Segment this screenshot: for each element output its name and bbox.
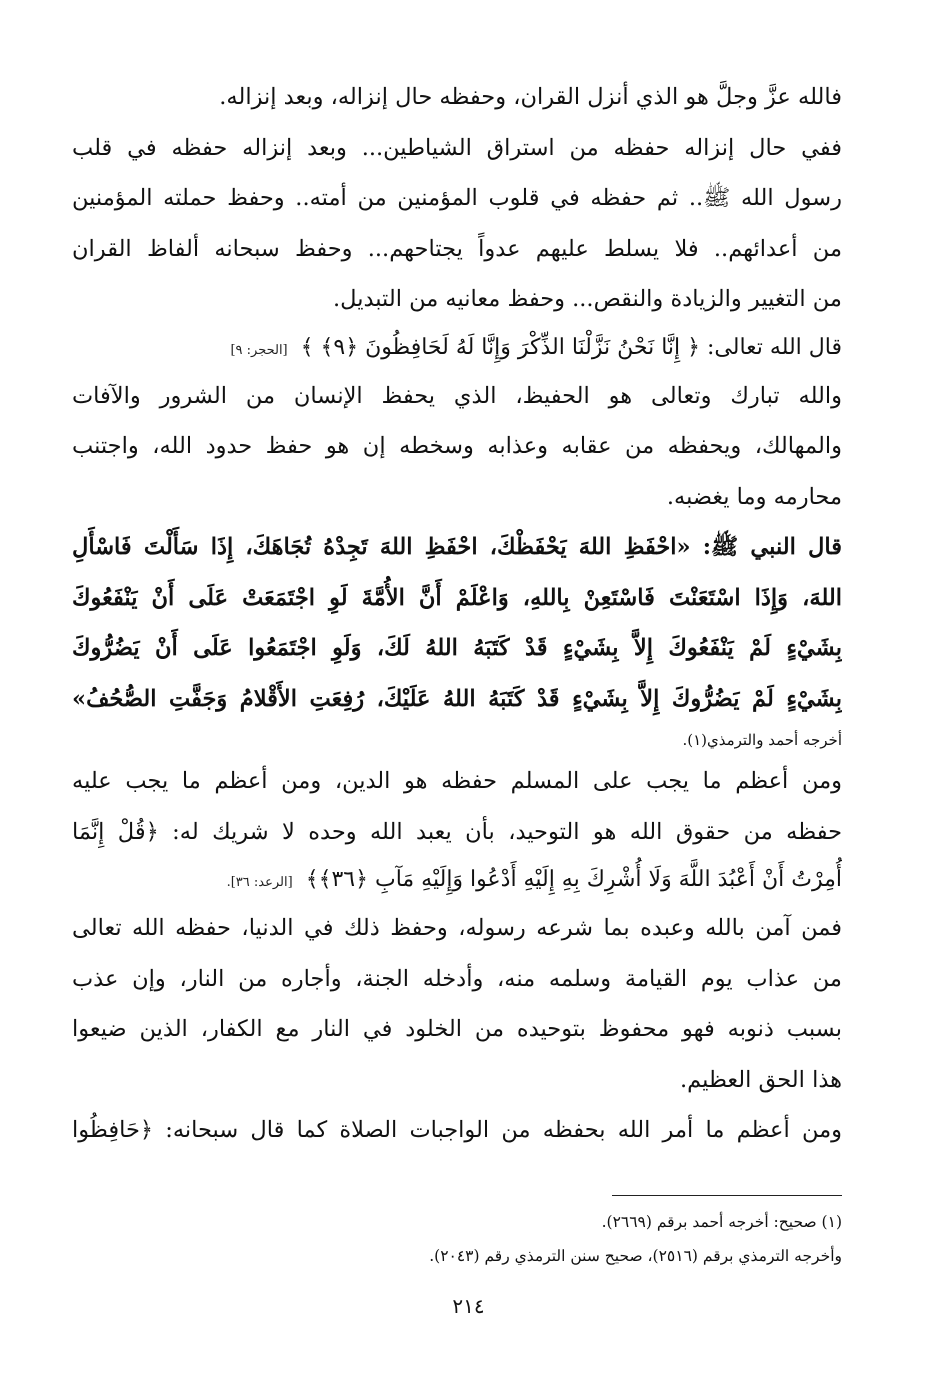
page-body (72, 72, 842, 1156)
paragraph-line: بسبب ذنوبه فهو محفوظ بتوحيده من الخلود في النار مع الكفار، الذين ضيعوا (72, 1016, 842, 1042)
verse-text: قال الله تعالى: ﴿ إِنَّا نَحْنُ نَزَّلْنَا الذِّكْرَ وَإِنَّا لَهُ لَحَافِظُونَ ﴿٩﴾ ﴾ (300, 334, 842, 360)
paragraph-line: فالله عزَّ وجلَّ هو الذي أنزل القران، وحفظه حال إنزاله، وبعد إنزاله. (219, 84, 842, 110)
paragraph-line: ومن أعظم ما أمر الله بحفظه من الواجبات الصلاة كما قال سبحانه: ﴿حَافِظُوا (72, 1117, 842, 1143)
verse-text: أُمِرْتُ أَنْ أَعْبُدَ اللَّهَ وَلَا أُشْرِكَ بِهِ إِلَيْهِ أَدْعُوا وَإِلَيْهِ مَآبِ ﴿٣٦﴾﴾ (305, 867, 842, 892)
hadith-line: بِشَيْءٍ لَمْ يَنْفَعُوكَ إِلاَّ بِشَيْءٍ قَدْ كَتَبَهُ اللهُ لَكَ، وَلَوِ اجْتَمَعُوا عَلَى أَنْ يَضُرُّوكَ (72, 635, 842, 661)
hadith-line: اللهَ، وَإِذَا اسْتَعَنْتَ فَاسْتَعِنْ بِاللهِ، وَاعْلَمْ أَنَّ الأُمَّةَ لَوِ اجْتَمَعَتْ عَلَى أَنْ يَنْفَعُوكَ (72, 584, 842, 611)
footnotes (72, 1205, 842, 1273)
quran-verse (72, 325, 842, 371)
paragraph-line: ففي حال إنزاله حفظه من استراق الشياطين... وبعد إنزاله حفظه في قلب (72, 134, 842, 161)
paragraph-line: فمن آمن بالله وعبده بما شرعه رسوله، وحفظ ذلك في الدنيا، حفظه الله تعالى (72, 915, 842, 941)
paragraph-line: من عذاب يوم القيامة وسلمه منه، وأدخله الجنة، وأجاره من النار، وإن عذب (72, 965, 842, 992)
verse-citation: [الحجر: ٩] (230, 342, 288, 358)
paragraph-line: والمهالك، ويحفظه من عقابه وعذابه وسخطه إن هو حفظ حدود الله، واجتنب (72, 433, 842, 459)
footnote: (١) صحيح: أخرجه أحمد برقم (٢٦٦٩). (601, 1213, 842, 1231)
hadith-line: قال النبي ﷺ: «احْفَظِ اللهَ يَحْفَظْكَ، احْفَظِ اللهَ تَجِدْهُ تُجَاهَكَ، إِذَا سَأَلْتَ فَاسْأَلِ (72, 534, 842, 560)
hadith-source: أخرجه أحمد والترمذي(١). (682, 731, 842, 749)
verse-citation: [الرعد: ٣٦]. (226, 875, 293, 890)
quran-verse (72, 857, 842, 903)
paragraph-line: ومن أعظم ما يجب على المسلم حفظه هو الدين، ومن أعظم ما يجب عليه (72, 768, 842, 794)
paragraph-line: من أعدائهم.. فلا يسلط عليهم عدواً يجتاحهم... وحفظ سبحانه ألفاظ القران (72, 235, 842, 262)
paragraph-line: حفظه من حقوق الله هو التوحيد، بأن يعبد الله وحده لا شريك له: ﴿قُلْ إِنَّمَا (72, 818, 842, 845)
paragraph-line: محارمه وما يغضبه. (666, 483, 842, 510)
footnote: وأخرجه الترمذي برقم (٢٥١٦)، صحيح سنن الترمذي رقم (٢٠٤٣). (429, 1247, 842, 1265)
paragraph-line: والله تبارك وتعالى هو الحفيظ، الذي يحفظ الإنسان من الشرور والآفات (72, 382, 842, 409)
page-number: ٢١٤ (452, 1294, 485, 1318)
paragraph-line: من التغيير والزيادة والنقص... وحفظ معانيه من التبديل. (333, 286, 842, 312)
hadith-line: بِشَيْءٍ لَمْ يَضُرُّوكَ إِلاَّ بِشَيْءٍ قَدْ كَتَبَهُ اللهُ عَلَيْكَ، رُفِعَتِ الأَقْلامُ وَجَفَّتِ الصُّحُفُ» (72, 685, 842, 712)
paragraph-line: رسول الله ﷺ.. ثم حفظه في قلوب المؤمنين من أمته.. وحفظ حملته المؤمنين (72, 185, 842, 211)
footnote-divider (612, 1195, 842, 1196)
paragraph-line: هذا الحق العظيم. (680, 1066, 842, 1093)
